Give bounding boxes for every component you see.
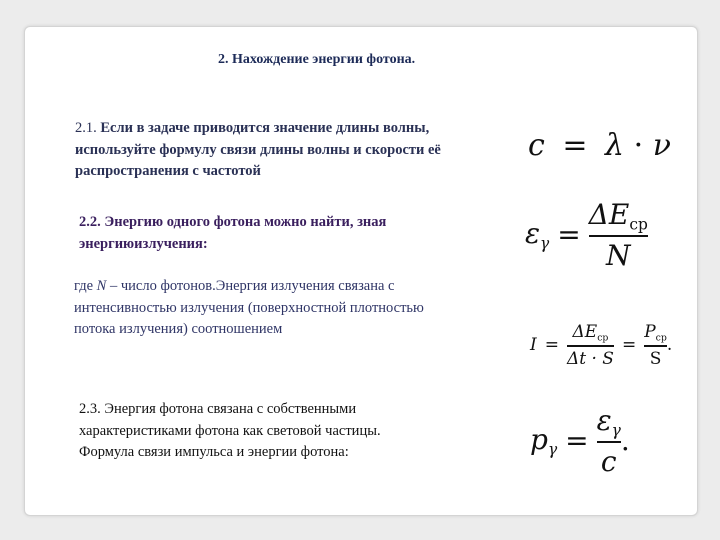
formula-intensity [530,322,672,369]
f3-denominator2: S [649,348,662,369]
f3-lhs: I [530,335,537,356]
f4-p: pγ [530,423,558,459]
description-text: – число фотонов.Энергия излучения связана с интенсивностью излучения (поверхностной плотностью потока излучения) соотношением [74,278,424,337]
section-2-1 [75,118,495,183]
description-prefix: где [74,278,97,294]
f4-denominator: c [600,444,617,478]
slide-title: 2. Нахождение энергии фотона. [218,52,416,67]
f2-eq: = [557,218,581,252]
section-2-1-number: 2.1. [75,120,97,136]
f2-numerator: $\Delta E_{ср}$ [588,198,648,234]
section-2-3-line1: 2.3. Энергия фотона связана с собственными характеристиками фотона как световой частицы. [79,401,381,439]
f3-num1-sub: ср [597,332,609,344]
f4-fraction [597,404,621,478]
f4-p-sub: γ [547,440,558,459]
photon-count-variable: N [96,278,107,294]
f1-c: c [528,128,545,163]
f3-fraction2 [644,322,667,369]
section-2-3-line2: Формула связи импульса и энергии фотона: [79,444,349,460]
section-2-1-text: Если в задаче приводится значение длины волны, используйте формулу связи длины волны и скорости её распространения с частотой [75,120,441,179]
f3-fraction1-bar [567,345,614,347]
f3-numerator2: $P_{ср}$ [644,322,667,344]
f1-eq: = [562,128,588,163]
f2-fraction [589,198,648,272]
formula-photon-momentum [530,404,630,478]
f4-num-sub: γ [611,421,621,440]
f3-eq1: = [544,335,559,356]
f1-lambda: λ [605,128,625,163]
f3-denominator1: Δt · S [566,348,614,369]
f4-numerator: εγ [596,404,621,440]
intensity-description [74,276,454,341]
f3-numerator1: $\Delta E_{ср}$ [572,322,609,344]
f1-nu: ν [652,128,671,163]
section-2-3 [79,399,439,464]
f4-eq: = [565,424,589,458]
f3-eq2: = [621,335,637,356]
f2-eps-sub: γ [540,234,550,253]
formula-photon-energy [525,198,648,272]
f3-fraction1 [567,322,614,369]
f4-fraction-bar [597,441,621,443]
section-2-2: 2.2. Энергию одного фотона можно найти, зная энергиюизлучения: [79,214,387,252]
f1-dot: · [633,128,644,163]
f2-num-sub: ср [629,215,648,234]
f3-num2-sub: ср [655,332,667,344]
formula-wave-speed [528,128,671,163]
f2-eps: εγ [525,217,550,253]
f3-fraction2-bar [644,345,667,347]
f4-end: . [620,424,630,458]
f2-denominator: N [606,238,631,272]
f2-fraction-bar [589,235,648,237]
f3-end: . [666,335,673,356]
